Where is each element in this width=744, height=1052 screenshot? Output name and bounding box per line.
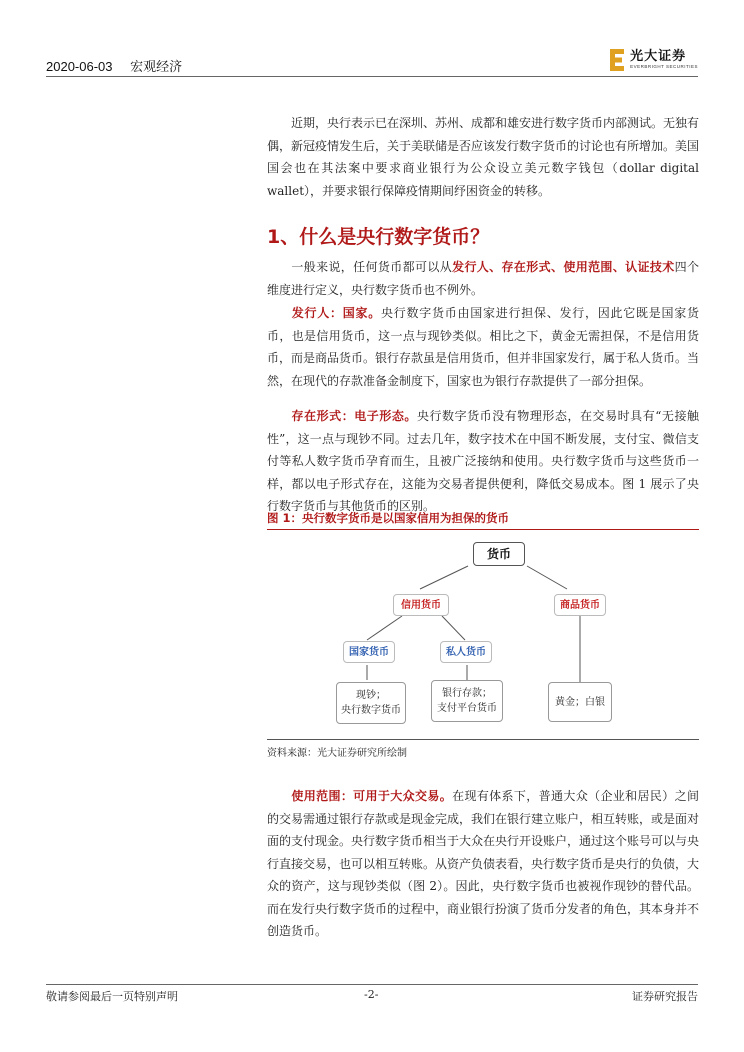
node-currency: 货币	[473, 542, 525, 566]
report-date: 2020-06-03	[46, 59, 113, 74]
logo-name-en: EVERBRIGHT SECURITIES	[630, 64, 698, 70]
figure-top-rule	[267, 529, 699, 530]
highlight-issuer: 发行人：国家。	[291, 306, 381, 320]
paragraph-form: 存在形式：电子形态。央行数字货币没有物理形态，在交易时具有“无接触性”，这一点与现钞不同。过去几年，数字技术在中国不断发展，支付宝、微信支付等私人数字货币孕育而生，且被广泛接纳和使用。央行数字货币与这些货币一样，都以电子形式存在，这能为交易者提供便利，降低交易成本。图 1 展示了央行数字货币与其他货币的区别。	[267, 409, 699, 513]
section-title: 1、什么是央行数字货币？	[267, 226, 490, 248]
leaf-commodity-currencies: 黄金；白银	[548, 682, 612, 722]
leaf-private-currencies: 银行存款； 支付平台货币	[431, 680, 503, 722]
footer-rule	[46, 984, 698, 985]
node-state-currency: 国家货币	[343, 641, 395, 663]
highlight-form: 存在形式：电子形态。	[291, 409, 417, 423]
figure-source: 资料来源：光大证券研究所绘制	[267, 748, 407, 759]
company-logo	[610, 46, 698, 74]
page-header	[46, 49, 698, 77]
footer-disclaimer: 敬请参阅最后一页特别声明	[46, 990, 178, 1003]
node-credit-currency: 信用货币	[393, 594, 449, 616]
highlight-dimensions: 发行人、存在形式、使用范围、认证技术	[452, 260, 675, 274]
logo-mark-icon	[610, 49, 624, 71]
footer-report-type: 证券研究报告	[632, 990, 698, 1003]
intro-paragraph: 近期，央行表示已在深圳、苏州、成都和雄安进行数字货币内部测试。无独有偶，新冠疫情发生后，关于美联储是否应该发行数字货币的讨论也有所增加。美国国会也在其法案中要求商业银行为公众设立美元数字钱包（dollar digital wallet），并要求银行保障疫情期间纾困资金的转移。	[267, 116, 700, 198]
paragraph-issuer: 发行人：国家。央行数字货币由国家进行担保、发行，因此它既是国家货币，也是信用货币，这一点与现钞类似。相比之下，黄金无需担保，不是信用货币，而是商品货币。银行存款虽是信用货币，但并非国家发行，属于私人货币。当然，在现代的存款准备金制度下，国家也为银行存款提供了一部分担保。	[267, 306, 700, 388]
page-number: -2-	[364, 988, 379, 1001]
figure-bottom-rule	[267, 739, 699, 740]
logo-name-cn: 光大证券	[630, 49, 687, 65]
node-commodity-currency: 商品货币	[554, 594, 606, 616]
leaf-state-currencies: 现钞； 央行数字货币	[336, 682, 406, 724]
paragraph-scope: 使用范围：可用于大众交易。在现有体系下，普通大众（企业和居民）之间的交易需通过银行存款或是现金完成，我们在银行建立账户，相互转账，或是面对面的支付现金。央行数字货币相当于大众在央行开设账户，通过这个账号可以与央行直接交易，也可以相互转账。从资产负债表看，央行数字货币是央行的负债，大众的资产，这与现钞类似（图 2）。因此，央行数字货币也被视作现钞的替代品。而在发行央行数字货币的过程中，商业银行扮演了货币分发者的角色，其本身并不创造货币。	[267, 789, 700, 938]
node-private-currency: 私人货币	[440, 641, 492, 663]
highlight-scope: 使用范围：可用于大众交易。	[291, 789, 453, 803]
paragraph-definition: 一般来说，任何货币都可以从发行人、存在形式、使用范围、认证技术四个维度进行定义，央行数字货币也不例外。	[267, 260, 699, 297]
figure-caption: 图 1：央行数字货币是以国家信用为担保的货币	[267, 511, 510, 525]
report-category: 宏观经济	[130, 59, 183, 74]
currency-tree-diagram	[267, 532, 699, 737]
